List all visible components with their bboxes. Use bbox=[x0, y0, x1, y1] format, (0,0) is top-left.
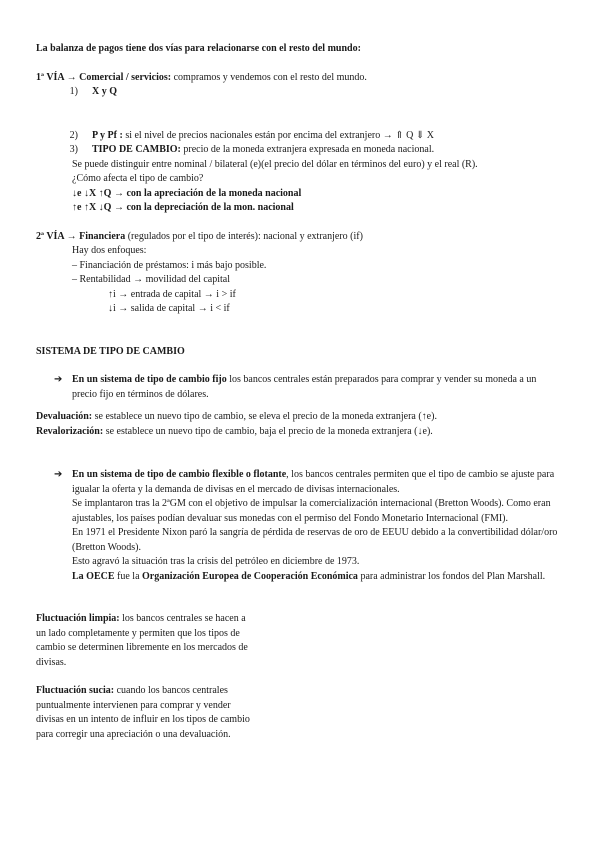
tc-line: ¿Cómo afecta el tipo de cambio? bbox=[72, 173, 204, 184]
via2-sub-line: ↓i → salida de capital → i < if bbox=[108, 303, 230, 314]
arrow-icon: ➔ bbox=[54, 374, 63, 385]
via1-text: compramos y vendemos con el resto del mundo. bbox=[171, 71, 367, 83]
via2-text-line: – Financiación de préstamos: i más bajo posible. bbox=[72, 259, 267, 271]
arrow-icon: ➔ bbox=[54, 469, 63, 480]
via2-sub-line: ↑i → entrada de capital → i > if bbox=[108, 288, 236, 300]
document-page bbox=[36, 42, 566, 742]
via2-text-line: Hay dos enfoques: bbox=[72, 245, 147, 256]
fijo-bullet: ➔ En un sistema de tipo de cambio fijo los bancos centrales están preparados para comprar y vender su moneda a un precio fijo en términos de dólares. bbox=[36, 373, 566, 402]
via2-line bbox=[36, 230, 566, 245]
via2-text: (regulados por el tipo de interés): nacional y extranjero (if) bbox=[125, 230, 363, 242]
via2-text-line: – Rentabilidad → movilidad del capital bbox=[72, 274, 231, 285]
fluctuacion-sucia: Fluctuación sucia: cuando los bancos centrales puntualmente intervienen para comprar y vender divisas en un intento de influir en los tipos de cambio para corregir una apreciación o una devaluación. bbox=[36, 685, 250, 740]
revalorizacion: Revalorización: se establece un nuevo tipo de cambio, baja el precio de la moneda extranjera (↓e). bbox=[36, 425, 433, 437]
list-item: 3) TIPO DE CAMBIO: precio de la moneda extranjera expresada en moneda nacional. bbox=[69, 144, 435, 155]
heading: La balanza de pagos tiene dos vías para relacionarse con el resto del mundo: bbox=[36, 43, 361, 54]
flexible-paragraph: La OECE fue la Organización Europea de Cooperación Económica para administrar los fondos del Plan Marshall. bbox=[72, 570, 546, 582]
flexible-bullet: ➔ En un sistema de tipo de cambio flexible o flotante, los bancos centrales permiten que el tipo de cambio se ajuste para igualar la oferta y la demanda de divisas en el mercado de divisas internacionales. Se implantaron tras la 2ªGM con el objetivo de impulsar la comercialización internacional (Bretton Woods). Como eran ajustables, los países podían devaluar sus monedas con el permiso del Fondo Monetario Internacional (FMI). En 1971 el Presidente Nixon paró la sangría de pérdida de reservas de oro de EEUU debido a la convertibilidad dólar/oro (Bretton Woods). Esto agravó la situación tras la crisis del petróleo en diciembre de 1973. La OECE fue la Organización Europea de Cooperación Económica para administrar los fondos del Plan Marshall. bbox=[36, 468, 566, 584]
tc-line: Se puede distinguir entre nominal / bilateral (e)(el precio del dólar en términos del euro) y el real (R). bbox=[72, 158, 478, 170]
via1-line bbox=[36, 71, 566, 86]
tc-effect: ↓e ↓X ↑Q → con la apreciación de la moneda nacional bbox=[72, 187, 302, 199]
list-item: 2) P y Pf : si el nivel de precios nacionales están por encima del extranjero → ⇑ Q ⇓ X bbox=[69, 129, 434, 141]
tc-effect: ↑e ↑X ↓Q → con la depreciación de la mon. nacional bbox=[72, 202, 294, 213]
section-title: SISTEMA DE TIPO DE CAMBIO bbox=[36, 345, 185, 357]
via2-label: 2ª VÍA → Financiera bbox=[36, 230, 126, 242]
devaluacion: Devaluación: se establece un nuevo tipo de cambio, se eleva el precio de la moneda extranjera (↑e). bbox=[36, 411, 437, 422]
via1-label: 1ª VÍA → Comercial / servicios: bbox=[36, 71, 172, 83]
list-item: 1) X y Q bbox=[69, 86, 117, 97]
flexible-paragraph: Se implantaron tras la 2ªGM con el objetivo de impulsar la comercialización internacional (Bretton Woods). Como eran ajustables, los países podían devaluar sus monedas con el permiso del Fondo Monetario Internacional (FMI). bbox=[72, 498, 551, 524]
flexible-paragraph: En 1971 el Presidente Nixon paró la sangría de pérdida de reservas de oro de EEUU debido a la convertibilidad dólar/oro (Bretton Woods). bbox=[72, 527, 558, 553]
flexible-paragraph: Esto agravó la situación tras la crisis del petróleo en diciembre de 1973. bbox=[72, 556, 360, 567]
fluctuacion-limpia: Fluctuación limpia: los bancos centrales se hacen a un lado completamente y permiten que los tipos de cambio se determinen libremente en los mercados de divisas. bbox=[36, 613, 248, 668]
